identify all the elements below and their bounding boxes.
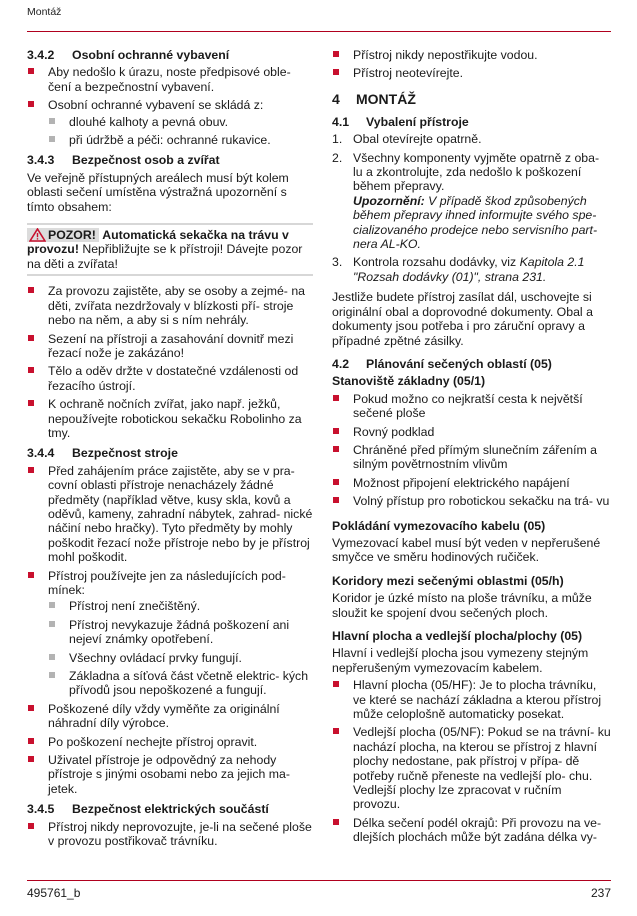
list-item: Délka sečení podél okrajů: Při provozu na ve- dlejších plochách může být zadána délka vy-	[332, 816, 611, 845]
page-number: 237	[590, 886, 611, 900]
section-title: Osobní ochranné vybavení	[72, 48, 230, 62]
section-title: Plánování sečených oblastí (05)	[366, 356, 552, 371]
list-item: Přístroj nikdy neprovozujte, je-li na sečené ploše v provozu postřikovač trávníku.	[27, 820, 313, 849]
grey-square-bullet-icon	[49, 654, 55, 660]
warning-triangle-icon	[29, 228, 46, 242]
note-text: V případě škod způsobených během přepravy ihned informujte svého spe- cializovaného prodejce nebo servisního part- nera AL-KO.	[353, 193, 598, 252]
red-square-bullet-icon	[333, 728, 339, 734]
sub-list-item: Přístroj nevykazuje žádná poškození ani nejeví známky opotřebení.	[48, 618, 313, 647]
section-3-4-5-heading	[27, 802, 313, 816]
document-id: 495761_b	[27, 886, 81, 900]
red-square-bullet-icon	[28, 467, 34, 473]
ppe-list	[27, 65, 313, 147]
grey-square-bullet-icon	[49, 118, 55, 124]
section-3-4-3-heading	[27, 153, 313, 167]
warning-label: POZOR!	[27, 228, 99, 242]
red-square-bullet-icon	[28, 101, 34, 107]
main-area-heading: Hlavní plocha a vedlejší plocha/plochy (05)	[332, 629, 583, 643]
red-square-bullet-icon	[333, 681, 339, 687]
section-number: 4.2	[332, 356, 350, 371]
red-square-bullet-icon	[28, 68, 34, 74]
step-item: 1. Obal otevírejte opatrně.	[332, 132, 482, 147]
main-area-text: Hlavní i vedlejší plocha jsou vymezeny stejným nepřerušeným vymezovacím kabelem.	[332, 646, 589, 675]
machine-safety-list	[27, 464, 313, 797]
base-station-heading: Stanoviště základny (05/1)	[332, 374, 486, 389]
red-square-bullet-icon	[28, 400, 34, 406]
ppe-sublist	[48, 115, 313, 148]
list-item: Vedlejší plocha (05/NF): Pokud se na trávní- ku nachází plocha, na kterou se přístroj z hlavní plochy nedostane, pak přístroj v přípa- dě potřeby ručně přeneste na vedlejší plo- chu. Vedlejší plochy lze zpracovat v ručním provozu.	[332, 725, 611, 811]
chapter-4-heading	[332, 91, 611, 107]
red-square-bullet-icon	[333, 69, 339, 75]
red-square-bullet-icon	[28, 367, 34, 373]
section-title: Bezpečnost stroje	[72, 446, 178, 461]
section-intro: Ve veřejně přístupných areálech musí být kolem oblasti sečení umístěna výstražná upozornění s tímto obsahem:	[27, 170, 289, 214]
sub-list-item: při údržbě a péči: ochranné rukavice.	[48, 133, 313, 147]
step-item: 2. Všechny komponenty vyjměte opatrně z oba- lu a zkontrolujte, zda nedošlo k poškození během přepravy. Upozornění: V případě škod způsobených během přepravy ihned informujte svého spe- cializovaného prodejce nebo servisního part- nera AL-KO.	[332, 150, 600, 252]
note-label: Upozornění:	[353, 193, 425, 208]
section-4-2-heading	[332, 357, 611, 371]
warning-bold-text: Automatická sekačka na trávu v provozu!	[27, 228, 289, 257]
red-square-bullet-icon	[333, 51, 339, 57]
section-number: 3.4.4	[27, 446, 55, 461]
electrical-safety-list-continued	[332, 48, 611, 81]
right-column	[332, 48, 611, 851]
conditions-sublist	[48, 599, 313, 697]
chapter-title: MONTÁŽ	[356, 90, 416, 107]
list-item: Pokud možno co nejkratší cesta k největší sečené ploše	[332, 392, 611, 421]
section-4-1-heading	[332, 115, 611, 129]
list-item: Za provozu zajistěte, aby se osoby a zejmé- na děti, zvířata nezdržovaly v blízkosti pří- stroje nebo na něm, a aby si s ním nehrály.	[27, 284, 313, 327]
warning-box	[27, 223, 313, 276]
left-column	[27, 48, 313, 855]
red-square-bullet-icon	[28, 572, 34, 578]
grey-square-bullet-icon	[49, 136, 55, 142]
red-square-bullet-icon	[333, 395, 339, 401]
warning-text: Nepřibližujte se k přístroji! Dávejte pozor na děti a zvířata!	[27, 242, 303, 271]
unpacking-paragraph: Jestliže budete přístroj zasílat dál, uschovejte si originální obal a doprovodné dokumenty. Obal a dokumenty jsou potřeba i pro záruční opravy a případné zpětné zásilky.	[332, 290, 593, 348]
chapter-number: 4	[332, 90, 340, 107]
red-square-bullet-icon	[28, 756, 34, 762]
list-item: Uživatel přístroje je odpovědný za nehody přístroje s jinými osobami nebo za jejich ma- jetek.	[27, 753, 313, 796]
list-item: Po poškození nechejte přístroj opravit.	[27, 735, 313, 749]
red-square-bullet-icon	[333, 446, 339, 452]
list-item: Přístroj používejte jen za následujících pod- mínek: Přístroj není znečištěný. Přístroj nevykazuje žádná poškození ani nejeví známky opotřebení. Všechny ovládací prvky fungují. Základna a síťová část včetně elektric- kých přívodů jsou nepoškozené a fungují.	[27, 569, 313, 698]
section-title: Vybalení přístroje	[366, 114, 469, 129]
section-number: 3.4.5	[27, 802, 55, 817]
cross-reference-link[interactable]: Kapitola 2.1 "Rozsah dodávky (01)", strana 231.	[353, 255, 585, 284]
red-square-bullet-icon	[333, 479, 339, 485]
footer-rule	[27, 880, 611, 881]
section-number: 3.4.2	[27, 48, 55, 62]
unpacking-steps	[332, 132, 611, 284]
base-station-list	[332, 392, 611, 509]
red-square-bullet-icon	[333, 819, 339, 825]
step-item: 3. Kontrola rozsahu dodávky, viz Kapitola 2.1 "Rozsah dodávky (01)", strana 231.	[332, 255, 585, 284]
boundary-cable-heading: Pokládání vymezovacího kabelu (05)	[332, 518, 546, 533]
list-item: Sezení na přístroji a zasahování dovnitř mezi řezací nože je zakázáno!	[27, 332, 313, 361]
list-item: K ochraně nočních zvířat, jako např. ježků, nepoužívejte robotickou sekačku Robolinho za tmy.	[27, 397, 313, 440]
grey-square-bullet-icon	[49, 672, 55, 678]
corridor-text: Koridor je úzké místo na ploše trávníku, a může sloužit ke spojení dvou sečených ploch.	[332, 591, 592, 620]
corridor-heading: Koridory mezi sečenými oblastmi (05/h)	[332, 573, 564, 588]
list-item: Osobní ochranné vybavení se skládá z: dlouhé kalhoty a pevná obuv. při údržbě a péči: ochranné rukavice.	[27, 98, 313, 147]
list-item: Před zahájením práce zajistěte, aby se v pra- covní oblasti přístroje nenacházely žádné předměty (například větve, kusy skla, kovů a oděvů, kameny, zahradní nábytek, zahrad- nické náčiní nebo hračky). Tyto předměty by mohly poškodit řezací nože přístroje nebo by je přístroj mohl poškodit.	[27, 464, 313, 565]
header-rule	[27, 31, 611, 32]
red-square-bullet-icon	[333, 428, 339, 434]
list-item: Přístroj neotevírejte.	[332, 66, 611, 80]
list-item: Aby nedošlo k úrazu, noste předpisové oble- čení a bezpečnostní vybavení.	[27, 65, 313, 94]
section-title: Bezpečnost elektrických součástí	[72, 802, 269, 817]
section-title: Bezpečnost osob a zvířat	[72, 153, 220, 168]
red-square-bullet-icon	[28, 823, 34, 829]
electrical-safety-list	[27, 820, 313, 849]
red-square-bullet-icon	[28, 287, 34, 293]
sub-list-item: dlouhé kalhoty a pevná obuv.	[48, 115, 313, 129]
boundary-cable-text: Vymezovací kabel musí být veden v nepřerušené smyčce ve směru hodinových ručiček.	[332, 535, 601, 565]
main-area-list	[332, 678, 611, 844]
running-header: Montáž	[27, 6, 62, 18]
list-item: Poškozené díly vždy vyměňte za originální náhradní díly výrobce.	[27, 702, 313, 731]
grey-square-bullet-icon	[49, 621, 55, 627]
list-item: Hlavní plocha (05/HF): Je to plocha trávníku, ve které se nachází základna a kterou přístroj může celoplošně automaticky posekat.	[332, 678, 611, 721]
list-item: Přístroj nikdy nepostřikujte vodou.	[332, 48, 611, 62]
list-item: Chráněné před přímým slunečním zářením a silným povětrnostním vlivům	[332, 443, 611, 472]
list-item: Volný přístup pro robotickou sekačku na trá- vu	[332, 494, 611, 508]
sub-list-item: Základna a síťová část včetně elektric- kých přívodů jsou nepoškozené a fungují.	[48, 669, 313, 698]
red-square-bullet-icon	[333, 497, 339, 503]
section-number: 4.1	[332, 114, 350, 129]
section-3-4-4-heading	[27, 446, 313, 460]
red-square-bullet-icon	[28, 705, 34, 711]
list-item: Možnost připojení elektrického napájení	[332, 476, 611, 490]
grey-square-bullet-icon	[49, 602, 55, 608]
list-item: Rovný podklad	[332, 425, 611, 439]
red-square-bullet-icon	[28, 335, 34, 341]
list-item: Tělo a oděv držte v dostatečné vzdálenosti od řezacího ústrojí.	[27, 364, 313, 393]
sub-list-item: Přístroj není znečištěný.	[48, 599, 313, 613]
section-number: 3.4.3	[27, 153, 55, 168]
red-square-bullet-icon	[28, 738, 34, 744]
sub-list-item: Všechny ovládací prvky fungují.	[48, 651, 313, 665]
person-safety-list	[27, 284, 313, 440]
section-3-4-2-heading	[27, 48, 313, 62]
